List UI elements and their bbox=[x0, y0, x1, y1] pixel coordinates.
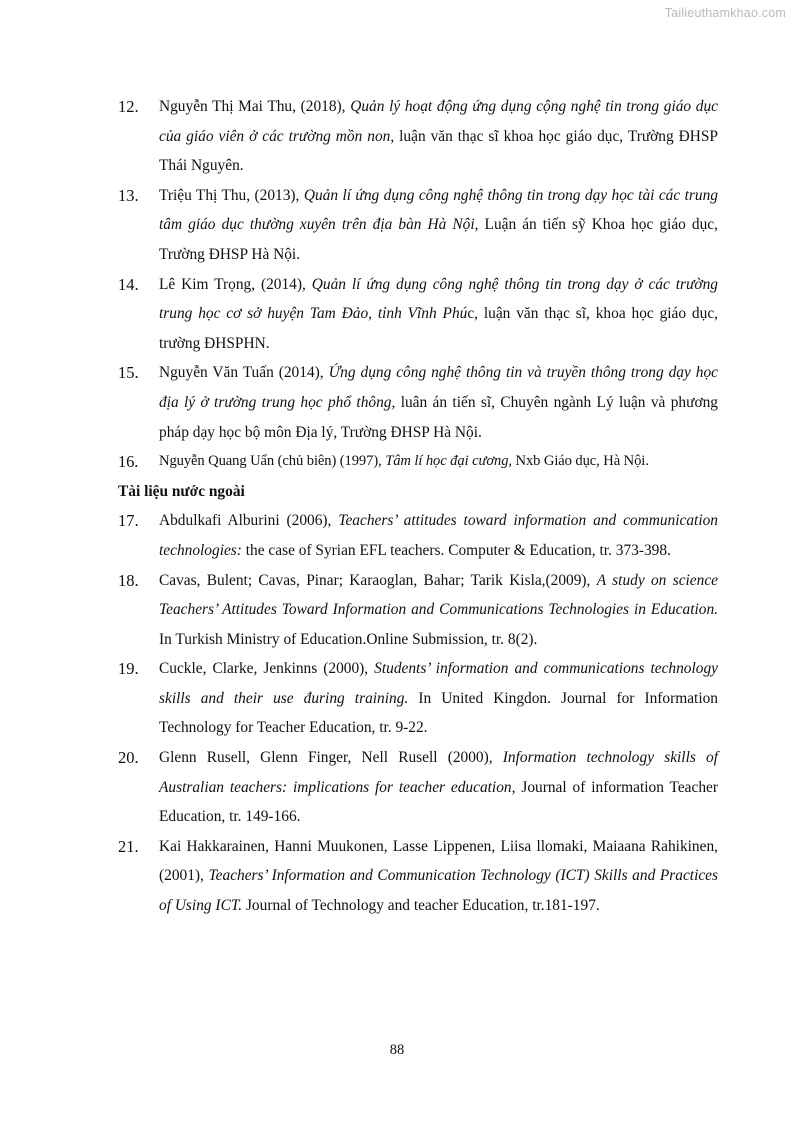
reference-authors: Cavas, Bulent; Cavas, Pinar; Karaoglan, Bahar; Tarik Kisla,(2009), bbox=[159, 571, 597, 589]
reference-source: , luân án tiến sĩ, Chuyên ngành Lý luận và phương pháp dạy học bộ môn Địa lý, Trường ĐHSP Hà Nội. bbox=[159, 393, 718, 441]
reference-item bbox=[118, 654, 718, 743]
reference-title: Information technology skills of Australian teachers: implications for teacher education, bbox=[159, 749, 718, 796]
reference-source: Nxb Giáo dục, Hà Nội. bbox=[511, 453, 649, 470]
reference-source: luận văn thạc sĩ khoa học giáo dục, Trường ĐHSP Thái Nguyên. bbox=[159, 127, 718, 175]
reference-item bbox=[118, 447, 718, 477]
reference-authors: Lê Kim Trọng, (2014), bbox=[159, 275, 312, 293]
reference-source: In United Kingdon. Journal for Information Technology for Teacher Education, tr. 9-22. bbox=[159, 689, 718, 737]
reference-authors: Abdulkafi Alburini (2006), bbox=[159, 512, 339, 530]
reference-number: 21. bbox=[118, 836, 139, 856]
reference-item bbox=[118, 181, 718, 270]
reference-number: 19. bbox=[118, 659, 139, 679]
reference-title: Quản lý hoạt động ứng dụng cộng nghệ tin trong giáo dục của giáo viên ở các trường mồn non, bbox=[159, 98, 719, 145]
reference-number: 15. bbox=[118, 363, 139, 383]
reference-title: Students’ information and communications technology skills and their use đuring training. bbox=[159, 660, 718, 707]
reference-authors: Nguyễn Thị Mai Thu, (2018), bbox=[159, 98, 351, 115]
reference-authors: Nguyễn Văn Tuấn (2014), bbox=[159, 364, 329, 382]
reference-title: Tâm lí học đại cương, bbox=[385, 453, 512, 470]
reference-authors: Cuckle, Clarke, Jenkinns (2000), bbox=[159, 660, 375, 678]
reference-title: Teachers’ Information and Communication Technology (ICT) Skills and Practices of Using ICT. bbox=[159, 867, 719, 915]
reference-number: 20. bbox=[118, 748, 139, 768]
reference-authors: Glenn Rusell, Glenn Finger, Nell Rusell (2000), bbox=[159, 749, 503, 767]
reference-authors: Kai Hakkarainen, Hanni Muukonen, Lasse Lippenen, Liisa llomaki, Maiaana Rahikinen, (2001), bbox=[159, 837, 718, 885]
watermark: Tailieuthamkhao.com bbox=[664, 6, 786, 20]
reference-source: Journal of Technology and teacher Education, tr.181-197. bbox=[242, 897, 600, 915]
page-number: 88 bbox=[389, 1042, 405, 1058]
reference-number: 18. bbox=[118, 570, 139, 590]
reference-item bbox=[118, 270, 718, 359]
reference-title: A study on science Teachers’ Attitudes Toward Information and Communications Technologies in Education. bbox=[159, 571, 718, 619]
reference-title: Quản lí ứng dụng công nghệ thông tin trong dạy học tài các trung tâm giáo dục thường xuyên trên địa bàn Hà Nội bbox=[159, 186, 718, 234]
reference-number: 13. bbox=[118, 185, 139, 205]
reference-item bbox=[118, 832, 718, 921]
reference-source: the case of Syrian EFL teachers. Computer & Education, tr. 373-398. bbox=[241, 541, 671, 559]
reference-number: 12. bbox=[118, 97, 139, 116]
reference-source: In Turkish Ministry of Education.Online Submission, tr. 8(2). bbox=[159, 630, 538, 648]
reference-item bbox=[118, 92, 718, 181]
reference-item bbox=[118, 743, 718, 832]
section-heading-foreign: Tài liệu nước ngoài bbox=[118, 482, 245, 500]
reference-number: 14. bbox=[118, 274, 139, 294]
reference-number: 17. bbox=[118, 511, 139, 531]
reference-item bbox=[118, 506, 718, 565]
reference-source: Journal of information Teacher Education, tr. 149-166. bbox=[159, 778, 718, 826]
reference-item bbox=[118, 566, 718, 655]
reference-title: Ứng dụng công nghệ thông tin và truyền thông trong dạy học địa lý ở trường trung học phổ thông bbox=[159, 364, 718, 411]
reference-source: c, luận văn thạc sĩ, khoa học giáo dục, trường ĐHSPHN. bbox=[159, 305, 718, 352]
reference-authors: Nguyễn Quang Uẩn (chủ biên) (1997), bbox=[159, 453, 386, 470]
reference-title: Quản lí ứng dụng công nghệ thông tin trong dạy ở các trường trung học cơ sở huyện Tam Đảo, tỉnh Vĩnh Phú bbox=[159, 275, 718, 323]
reference-title: Teachers’ attitudes toward information and communication technologies: bbox=[159, 512, 718, 559]
reference-authors: Triệu Thị Thu, (2013), bbox=[159, 186, 304, 204]
reference-number: 16. bbox=[118, 452, 139, 472]
reference-list bbox=[118, 92, 718, 921]
reference-item bbox=[118, 358, 718, 447]
reference-source: , Luận án tiến sỹ Khoa học giáo dục, Trường ĐHSP Hà Nội. bbox=[159, 216, 718, 263]
